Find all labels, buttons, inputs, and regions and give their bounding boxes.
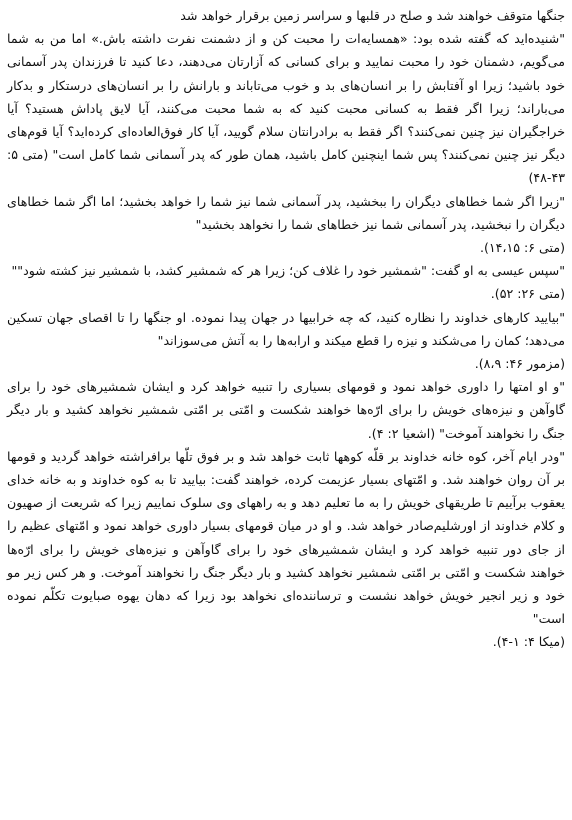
psalm-46-quote: "بیایید کارهای خداوند را نظاره کنید، که چه خرابیها در جهان پیدا نموده. او جنگها را تا اقصای جهان تسکین می‌دهد؛ کمان را می‌شکند و نیزه را قطع میکند و ارابه‌ها را به آتش می‌سوزاند" xyxy=(7,309,565,348)
matthew-6-reference: (متی ۶: ۱۴،۱۵). xyxy=(479,240,565,256)
opening-line: جنگها متوقف خواهند شد و صلح در قلبها و سراسر زمین برقرار خواهد شد xyxy=(180,8,565,23)
matthew-26-reference: (متی ۲۶: ۵۲). xyxy=(490,286,565,302)
psalm-46-reference: (مزمور ۴۶: ۸،۹). xyxy=(474,356,565,372)
micah-4-reference: (میکا ۴: ۱-۴). xyxy=(492,634,565,650)
matthew-5-quote: "شنیده‌اید که گفته شده بود: «همسایه‌ات را محبت کن و از دشمنت نفرت داشته باش.» اما من به شما می‌گویم، دشمنان خود را محبت نمایید و برای کسانی که آزارتان می‌دهند، دعا کنید تا فرزندان پدر آسمانی خود باشید؛ زیرا او آفتابش را بر انسان‌های بد و خوب می‌تاباند و بارانش را بر انسان‌های درستکار و بدکار می‌باراند؛ زیرا اگر فقط به کسانی محبت کنید که به شما محبت می‌کنند، آیا لایق پاداش هستید؟ آیا خراجگیران نیز چنین نمی‌کنند؟ اگر فقط به برادرانتان سلام گویید، آیا کار فوق‌العاده‌ای کرده‌اید؟ آیا قوم‌های دیگر نیز چنین نمی‌کنند؟ پس شما اینچنین کامل باشید، همان طور که پدر آسمانی شما کامل است" (متی ۵: ۴۳-۴۸) xyxy=(7,31,565,186)
matthew-26-quote: "سپس عیسی به او گفت: "شمشیر خود را غلاف کن؛ زیرا هر که شمشیر کشد، با شمشیر نیز کشته شود"" xyxy=(11,263,565,279)
matthew-6-quote: "زیرا اگر شما خطاهای دیگران را ببخشید، پدر آسمانی شما نیز شما را خواهد بخشید؛ اما اگر شما خطاهای دیگران را نبخشید، پدر آسمانی شما نیز خطاهای شما را نخواهد بخشید" xyxy=(7,193,565,232)
isaiah-2-quote: "و او امتها را داوری خواهد نمود و قومهای بسیاری را تنبیه خواهد کرد و ایشان شمشیرهای خود را برای گاوآهن و نیزه‌های خویش را برای ارّه‌ها خواهند شکست و امّتی بر امّتی شمشیر نخواهد کشید و بار دیگر جنگ را نخواهند آموخت" (اشعیا ۲: ۴). xyxy=(7,379,565,441)
micah-4-quote: "ودر ایام آخر، کوه خانه خداوند بر قلّه کوهها ثابت خواهد شد و بر فوق تلّها برافراشته خواهد گردید و قومها بر آن روان خواهند شد. و امّتهای بسیار عزیمت کرده، خواهند گفت: بیایید تا به کوه خداوند و به خانه خدای یعقوب برآییم تا طریقهای خویش را به ما تعلیم دهد و به راههای وی سلوک نماییم زیرا که شریعت از صهیون و کلام خداوند از اورشلیم‌صادر خواهد شد. و او در میان قومهای بسیار داوری خواهد نمود و امّتهای عظیم را از جای دور تنبیه خواهد کرد و ایشان شمشیرهای خود را برای گاوآهن و نیزه‌های خویش را برای ارّه‌ها خواهند شکست و امّتی بر امّتی شمشیر نخواهد کشید و بار دیگر جنگ را نخواهند آموخت. و هر کس زیر مو خود و زیر انجیر خویش خواهد نشست و ترساننده‌ای نخواهد بود زیرا که دهان یهوه صبایوت تکلّم نموده است" xyxy=(7,448,565,627)
